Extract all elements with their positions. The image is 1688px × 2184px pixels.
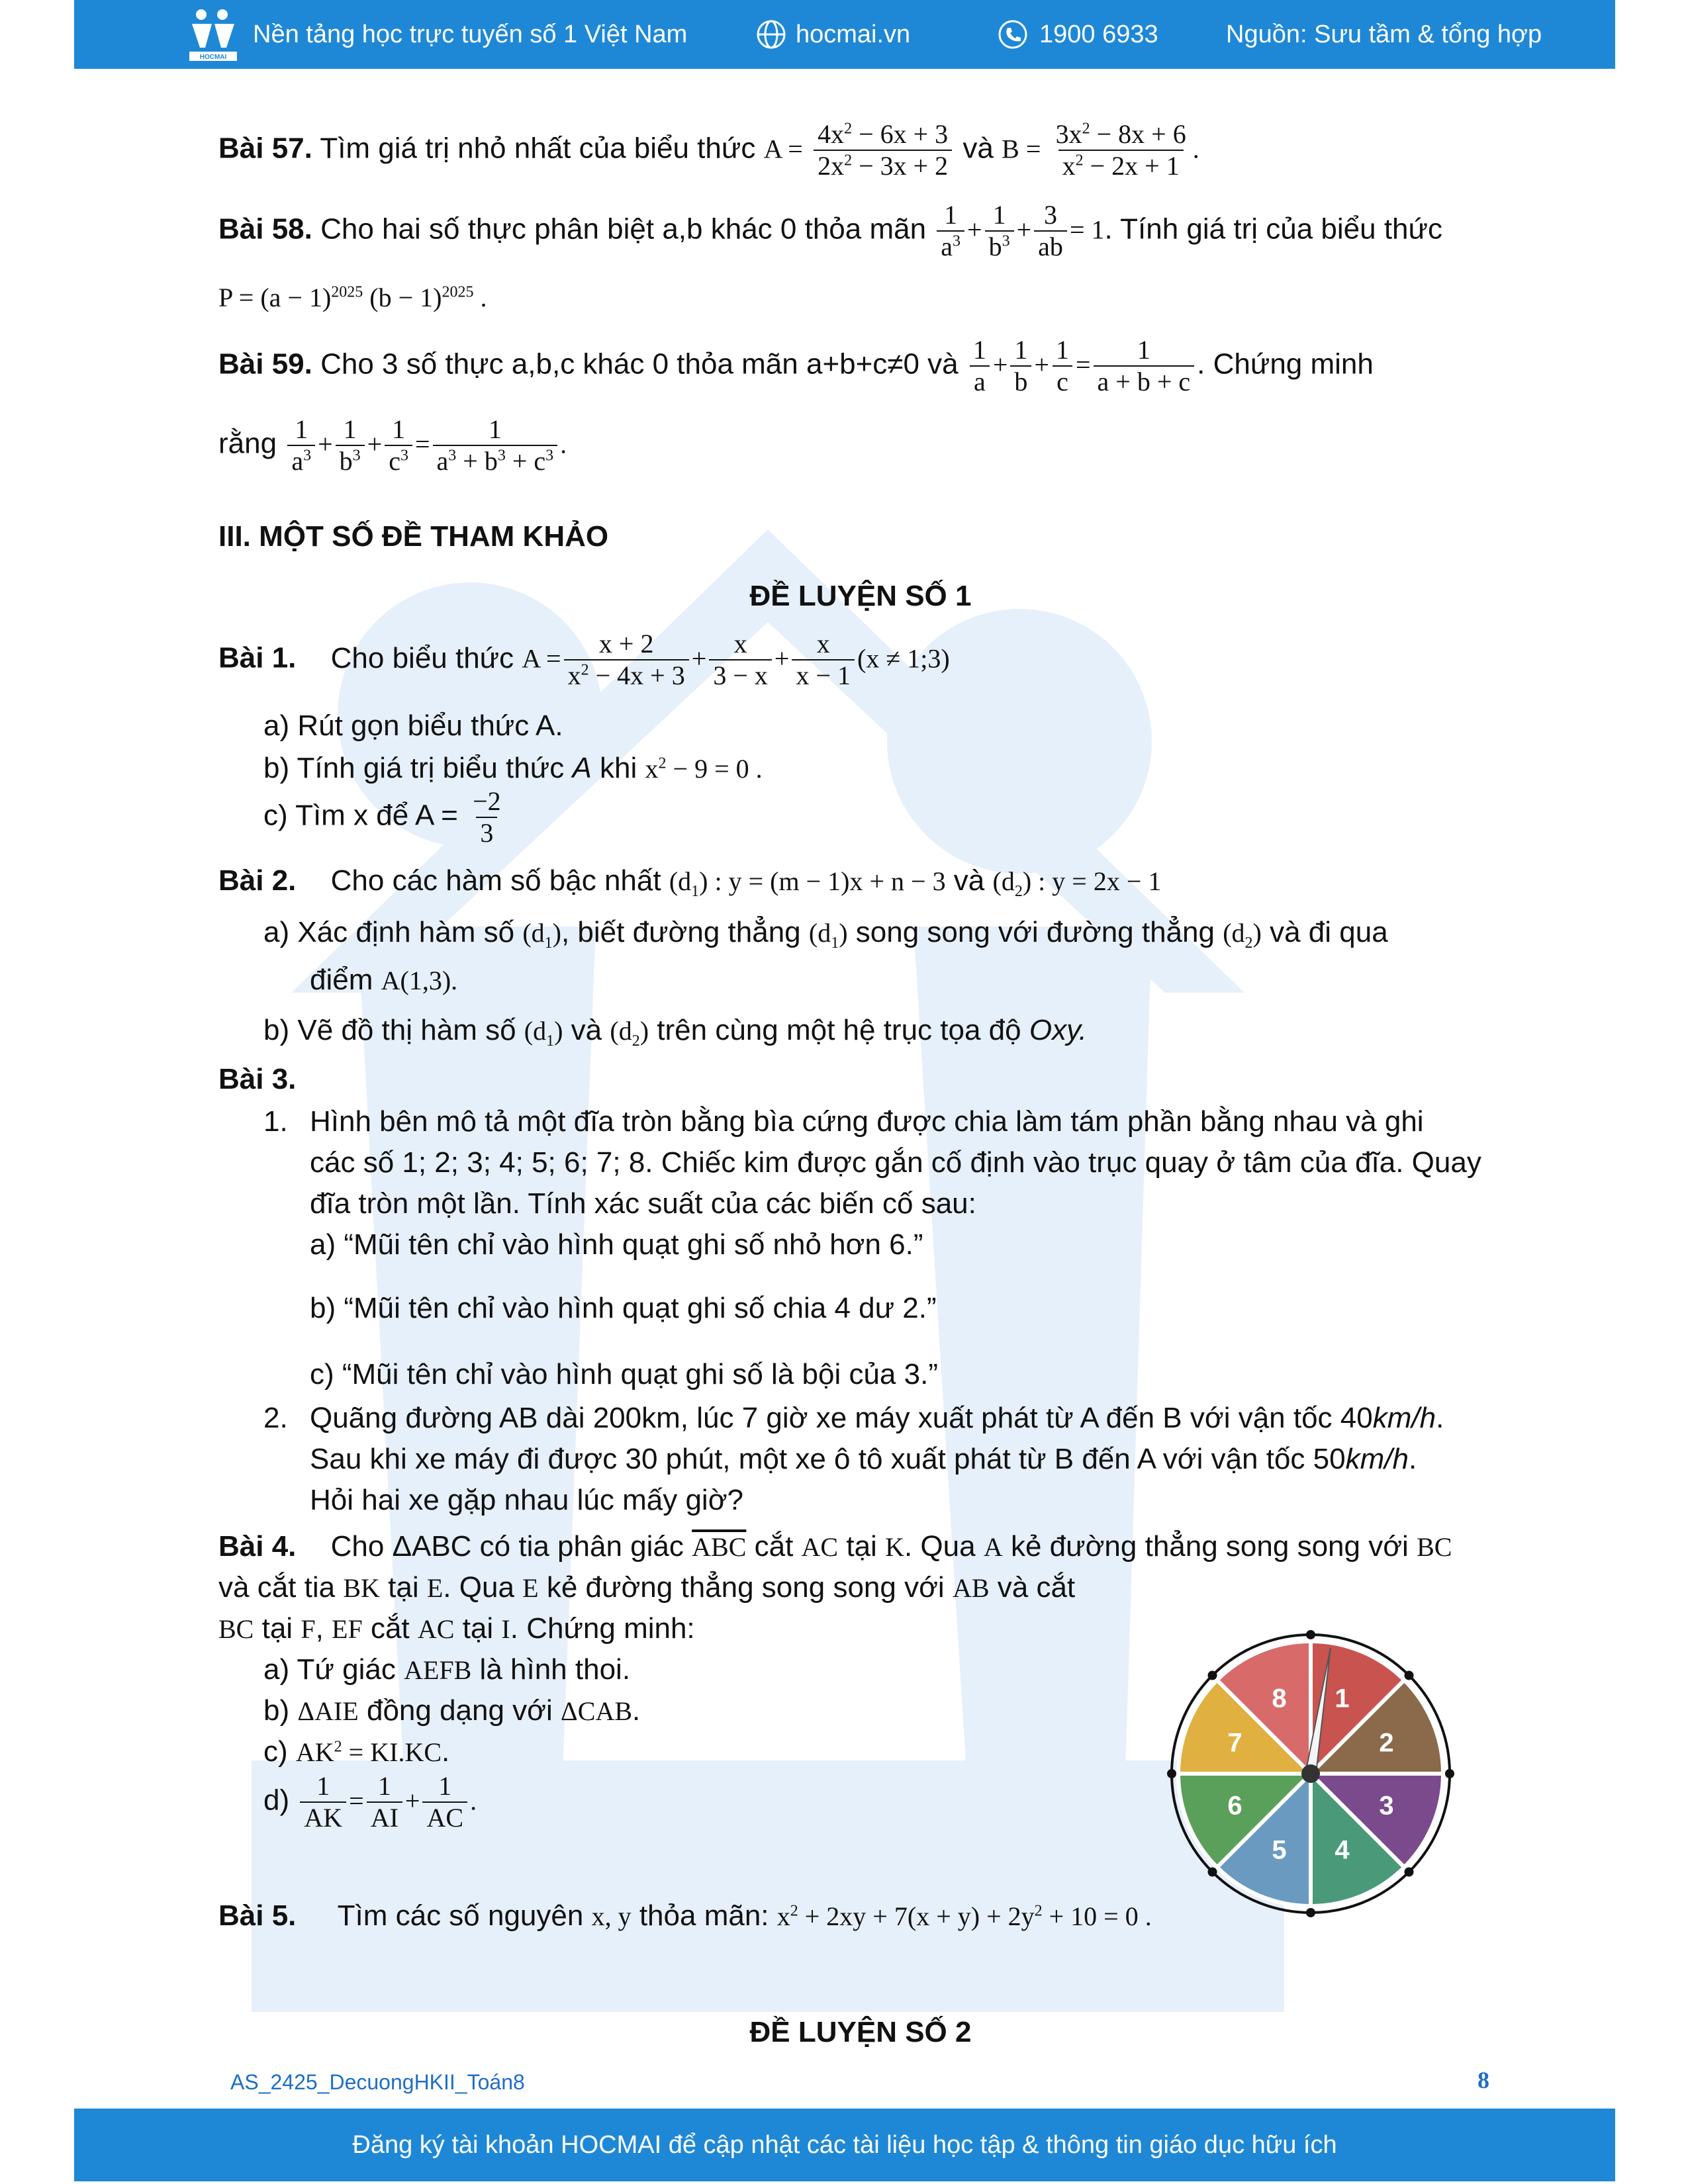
item-unit: km/h xyxy=(1345,1443,1409,1475)
problem-text: Tìm các số nguyên xyxy=(337,1899,584,1932)
problem-3-part1-line1: Hình bên mô tả một đĩa tròn bằng bìa cứng được chia làm tám phần bằng nhau và ghi xyxy=(310,1105,1424,1138)
problem-tail: . Chứng minh xyxy=(1197,347,1374,381)
item-text: , biết đường thẳng xyxy=(561,916,801,948)
problem-text: Cho hai số thực phân biệt a,b khác 0 thỏa mãn xyxy=(320,212,927,246)
header-source: Nguồn: Sưu tầm & tổng hợp xyxy=(1226,20,1542,48)
t: b) xyxy=(263,1694,290,1727)
problem-label: Bài 4. xyxy=(218,1530,297,1563)
problem-label: Bài 57. xyxy=(218,132,312,165)
problem-59-claim: rằng $\frac{1}{a^3}$ + $\frac{1}{b^3}$ + $\frac{1}{c^3}$ = $\frac{1}{a^3 + b^3 + c^3}$ . xyxy=(218,414,567,476)
exam1-problem-1c: c) Tìm x để A = $\frac{-2}{3}$ xyxy=(263,786,501,848)
item-text: a) Xác định hàm số xyxy=(263,916,515,948)
t: . Qua xyxy=(443,1571,514,1604)
t: K xyxy=(885,1532,904,1562)
item-text: c) Tìm x để A = xyxy=(263,799,458,832)
item-unit: km/h xyxy=(1372,1402,1436,1434)
t: c) xyxy=(263,1735,288,1768)
wheel-hub xyxy=(1301,1764,1320,1783)
item-text: và đi qua xyxy=(1270,916,1388,948)
problem-4-item-a xyxy=(263,1649,630,1690)
problem-3-part2-line1 xyxy=(310,1398,1444,1439)
phone-icon xyxy=(998,0,1028,69)
exam1-problem-5: Bài 5. Tìm các số nguyên x, y thỏa mãn: $x^2 + 2xy + 7(x + y) + 2y^2 + 10 = 0$ . xyxy=(218,1899,1152,1932)
t: EF xyxy=(332,1614,363,1644)
problem-58: Bài 58. Cho hai số thực phân biệt a,b khác 0 thỏa mãn $\frac{1}{a^3}$ + $\frac{1}{b^3}$ + $\frac{3}{ab}$ = 1. Tính giá trị của biểu thức xyxy=(218,200,1442,261)
wheel-rim-dot xyxy=(1445,1769,1454,1778)
wheel-rim-dot xyxy=(1306,1630,1315,1639)
problem-3-part1-line3: đĩa tròn một lần. Tính xác suất của các biến cố sau: xyxy=(310,1187,976,1220)
item-var: Oxy. xyxy=(1029,1014,1088,1046)
t: . Chứng minh: xyxy=(510,1612,695,1645)
problem-text: Tìm giá trị nhỏ nhất của biểu thức xyxy=(320,132,756,165)
exam1-problem-2a-cont: điểm A(1,3). xyxy=(310,964,458,996)
problem-label: Bài 58. xyxy=(218,212,312,246)
problem-tail: . Tính giá trị của biểu thức xyxy=(1104,212,1442,246)
problem-text: Cho 3 số thực a,b,c khác 0 thỏa mãn a+b+c≠0 và xyxy=(320,347,959,381)
item-text: b) Tính giá trị biểu thức xyxy=(263,752,565,784)
item-text: song song với đường thẳng xyxy=(855,916,1215,948)
t: E xyxy=(426,1573,444,1603)
t: AB xyxy=(952,1573,990,1603)
wheel-rim-dot xyxy=(1404,1671,1413,1680)
wheel-rim-dot xyxy=(1208,1671,1217,1680)
globe-icon xyxy=(756,0,786,69)
section-title: III. MỘT SỐ ĐỀ THAM KHẢO xyxy=(218,520,609,553)
exam1-problem-4-line3 xyxy=(218,1608,695,1649)
t: a) Tứ giác xyxy=(263,1653,396,1686)
item-var: A xyxy=(572,752,592,784)
problem-label: Bài 59. xyxy=(218,347,312,381)
t: . xyxy=(632,1694,641,1727)
svg-text:HOCMAI: HOCMAI xyxy=(199,54,227,61)
t: là hình thoi. xyxy=(479,1653,631,1686)
header-phone[interactable]: 1900 6933 xyxy=(1039,20,1158,48)
t: ΔAIE xyxy=(297,1696,359,1726)
t: kẻ đường thẳng song song với xyxy=(546,1571,945,1604)
wheel-label-2: 2 xyxy=(1379,1728,1394,1758)
problem-3-part2-line3: Hỏi hai xe gặp nhau lúc mấy giờ? xyxy=(310,1484,744,1516)
exam1-problem-4 xyxy=(218,1526,1452,1567)
conjunction: và xyxy=(962,132,994,165)
item-text: điểm xyxy=(310,964,373,996)
problem-label: Bài 1. xyxy=(218,641,297,674)
wheel-rim-dot xyxy=(1167,1769,1176,1778)
spinner-wheel xyxy=(1152,1615,1470,1933)
problem-vars: x, y xyxy=(591,1901,632,1931)
exam1-problem-4-line2 xyxy=(218,1567,1075,1608)
wheel-label-5: 5 xyxy=(1272,1835,1287,1865)
exam1-problem-3: Bài 3. xyxy=(218,1063,297,1095)
problem-3-item-a: a) “Mũi tên chỉ vào hình quạt ghi số nhỏ hơn 6.” xyxy=(310,1228,923,1261)
t: AC xyxy=(801,1532,839,1562)
exam1-problem-1b: b) Tính giá trị biểu thức A khi $x^2 - 9 = 0$ . xyxy=(263,752,763,784)
t: tại xyxy=(462,1612,494,1645)
prove-word: rằng xyxy=(218,427,277,460)
t: BC xyxy=(1417,1532,1452,1562)
t: d) xyxy=(263,1784,290,1817)
page-number: 8 xyxy=(1477,2067,1489,2093)
t: Cho xyxy=(330,1530,385,1563)
item-tail: khi xyxy=(600,752,637,784)
problem-57: Bài 57. Tìm giá trị nhỏ nhất của biểu thức A = $\frac{4x^2 - 6x + 3}{2x^2 - 3x + 2}$ và B = $\frac{3x^2 - 8x + 6}{x^2 - 2x + 1}$ . xyxy=(218,119,1199,181)
t: BK xyxy=(343,1573,380,1603)
item-text: b) Vẽ đồ thị hàm số xyxy=(263,1014,516,1046)
wheel-label-1: 1 xyxy=(1335,1684,1350,1713)
header-website-link[interactable]: hocmai.vn xyxy=(796,20,911,48)
wheel-rim-dot xyxy=(1306,1908,1315,1917)
t: ΔABC có tia phân giác xyxy=(392,1530,684,1563)
wheel-label-3: 3 xyxy=(1379,1791,1394,1821)
problem-text: Cho biểu thức xyxy=(330,641,514,674)
wheel-label-8: 8 xyxy=(1272,1684,1287,1713)
header-bar xyxy=(74,0,1615,69)
wheel-label-7: 7 xyxy=(1227,1728,1243,1758)
wheel-label-4: 4 xyxy=(1335,1835,1350,1865)
exam1-problem-1: Bài 1. Cho biểu thức A = $\frac{x + 2}{x^2 - 4x + 3}$ + $\frac{x}{3 - x}$ + $\frac{x}{x - 1}$ (x ≠ 1;3) xyxy=(218,629,950,690)
problem-3-part1-line2: các số 1; 2; 3; 4; 5; 6; 7; 8. Chiếc kim được gắn cố định vào trục quay ở tâm của đĩa. Quay xyxy=(310,1146,1481,1179)
t: . Qua xyxy=(904,1530,976,1563)
t: tại xyxy=(846,1530,877,1563)
problem-label: Bài 2. xyxy=(218,864,297,897)
t: E xyxy=(522,1573,539,1603)
item-text: trên cùng một hệ trục tọa độ xyxy=(657,1014,1021,1046)
item-punct: . xyxy=(1436,1402,1444,1434)
footer-banner[interactable]: Đăng ký tài khoản HOCMAI để cập nhật các tài liệu học tập & thông tin giáo dục hữu ích xyxy=(74,2109,1615,2181)
problem-label: Bài 5. xyxy=(218,1899,297,1932)
t: BC xyxy=(218,1614,254,1644)
item-text: và xyxy=(571,1014,602,1046)
item-text: Sau khi xe máy đi được 30 phút, một xe ô tô xuất phát từ B đến A với vận tốc 50 xyxy=(310,1443,1346,1475)
problem-text: Cho các hàm số bậc nhất xyxy=(330,864,661,897)
expression-P: $P = (a - 1)^{2025}$ $(b - 1)^{2025}$ . xyxy=(218,283,487,312)
t: AC xyxy=(417,1614,455,1644)
wheel-rim-dot xyxy=(1404,1867,1413,1876)
problem-3-part1-num: 1. xyxy=(263,1105,288,1138)
problem-3-part2-num: 2. xyxy=(263,1402,288,1434)
problem-59: Bài 59. Cho 3 số thực a,b,c khác 0 thỏa mãn a+b+c≠0 và $\frac{1}{a}$ + $\frac{1}{b}$ + $\frac{1}{c}$ = $\frac{1}{a + b + c}$ . Chứng minh xyxy=(218,335,1374,396)
exam1-problem-2b: b) Vẽ đồ thị hàm số $(d_1)$ và $(d_2)$ trên cùng một hệ trục tọa độ Oxy. xyxy=(263,1014,1088,1050)
t: , xyxy=(315,1612,324,1645)
wheel-label-6: 6 xyxy=(1227,1791,1243,1821)
t: cắt xyxy=(754,1530,794,1563)
t: F xyxy=(301,1614,316,1644)
t: và cắt xyxy=(997,1571,1076,1604)
exam-2-title: ĐỀ LUYỆN SỐ 2 xyxy=(749,2016,972,2048)
t: AEFB xyxy=(404,1655,472,1685)
item-text: Quãng đường AB dài 200km, lúc 7 giờ xe máy xuất phát từ A đến B với vận tốc 40 xyxy=(310,1402,1373,1434)
problem-3-item-c: c) “Mũi tên chỉ vào hình quạt ghi số là bội của 3.” xyxy=(310,1358,938,1390)
problem-tail: thỏa mãn: xyxy=(639,1899,769,1932)
t: kẻ đường thẳng song song với xyxy=(1010,1530,1409,1563)
t: và cắt tia xyxy=(218,1571,336,1604)
exam1-problem-2: Bài 2. Cho các hàm số bậc nhất $(d_1)$ : y = (m − 1)x + n − 3 và $(d_2)$ : y = 2x − 1 xyxy=(218,864,1162,900)
exam-1-title: ĐỀ LUYỆN SỐ 1 xyxy=(749,580,972,612)
exam1-problem-2a: a) Xác định hàm số $(d_1)$, biết đường thẳng $(d_1)$ song song với đường thẳng $(d_2)$ và đi qua xyxy=(263,916,1388,952)
problem-3-part2-line2 xyxy=(310,1439,1417,1480)
item-punct: . xyxy=(1408,1443,1417,1475)
doc-code: AS_2425_DecuongHKII_Toán8 xyxy=(230,2070,525,2094)
problem-4-item-b xyxy=(263,1690,640,1731)
t: cắt xyxy=(370,1612,410,1645)
conjunction: và xyxy=(953,864,985,897)
problem-4-item-d: d) $\frac{1}{AK}$ = $\frac{1}{AI}$ + $\frac{1}{AC}$ . xyxy=(263,1771,477,1833)
wheel-rim-dot xyxy=(1208,1867,1217,1876)
t: tại xyxy=(388,1571,419,1604)
hocmai-logo-icon xyxy=(187,7,240,62)
t: đồng dạng với xyxy=(366,1694,553,1727)
problem-4-item-c: c) $AK^2 = KI.KC$. xyxy=(263,1735,450,1768)
t: tại xyxy=(261,1612,293,1645)
t: . xyxy=(442,1735,450,1768)
t: I xyxy=(501,1614,510,1644)
t: ΔCAB xyxy=(561,1696,633,1726)
exam1-problem-1a: a) Rút gọn biểu thức A. xyxy=(263,709,563,742)
problem-3-item-b: b) “Mũi tên chỉ vào hình quạt ghi số chia 4 dư 2.” xyxy=(310,1292,937,1324)
header-slogan: Nền tảng học trực tuyến số 1 Việt Nam xyxy=(253,20,688,48)
t: A xyxy=(983,1532,1003,1562)
angle-abc: $\overline{ABC}$ xyxy=(692,1532,747,1562)
